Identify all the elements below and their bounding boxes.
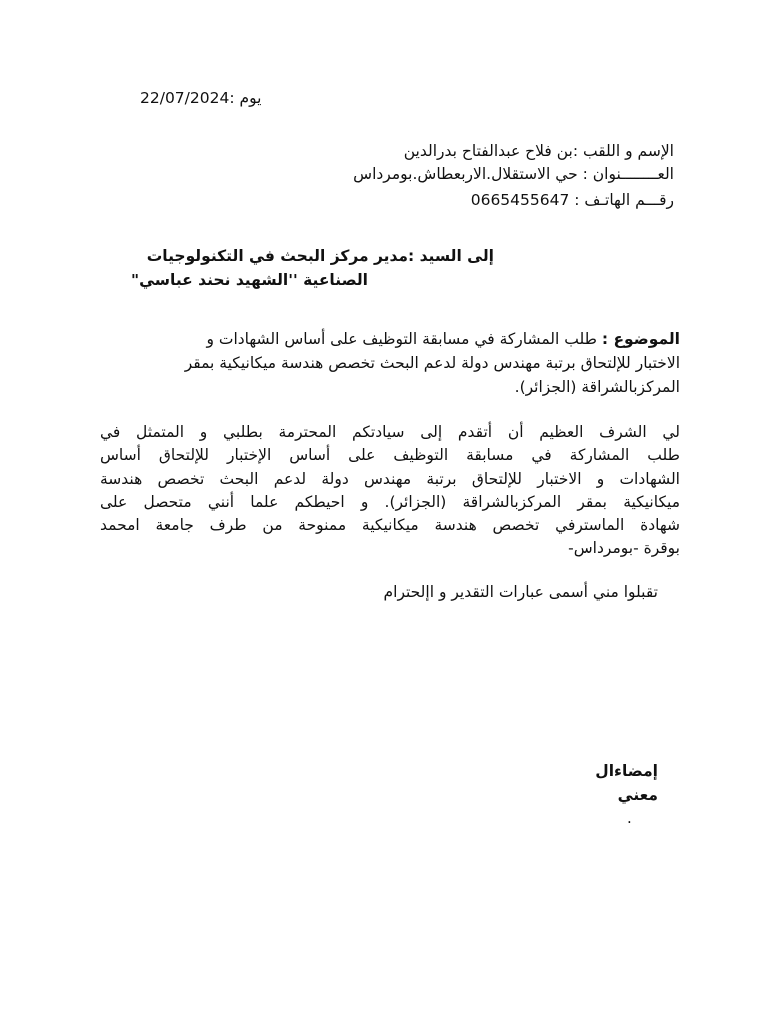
sender-address: العــــــــنوان : حي الاستقلال.الاربعطاش.بومرداس <box>353 165 674 183</box>
subject-label: الموضوع : <box>601 330 680 348</box>
signature-line-2: معني <box>617 786 658 804</box>
date-label: يوم : <box>229 89 262 107</box>
subject-line-1-text: طلب المشاركة في مسابقة التوظيف على أساس الشهادات و <box>206 330 597 348</box>
phone-value: 0665455647 <box>470 191 570 209</box>
date-value: 22/07/2024 <box>140 89 230 107</box>
letter-body <box>100 421 680 561</box>
recipient-line-2: الصناعية ''الشهيد نحند عباسي" <box>131 271 368 289</box>
subject-line-1 <box>104 327 680 351</box>
body-line-4: ميكانيكية بمقر المركزبالشراقة (الجزائر). و احيطكم علما أنني متحصل على <box>100 492 680 511</box>
body-line-1: لي الشرف العظيم أن أتقدم إلى سيادتكم المحترمة بطلبي و المتمثل في <box>100 423 680 441</box>
body-line-3: الشهادات و الاختبار للإلتحاق برتبة مهندس دولة لدعم البحث تخصص هندسة <box>100 469 680 488</box>
closing-line: تقبلوا مني أسمى عبارات التقدير و اإلحترام <box>383 583 658 601</box>
body-line-6: بوقرة -بومرداس- <box>568 539 680 558</box>
signature-dot: . <box>627 809 632 827</box>
phone-label: رقـــم الهاتـف : <box>574 191 674 209</box>
sender-name: الإسم و اللقب :بن فلاح عبدالفتاح بدرالدين <box>403 142 674 160</box>
signature-block <box>568 759 658 807</box>
subject-line-3: المركزبالشراقة (الجزائر). <box>514 378 680 396</box>
body-line-2: طلب المشاركة في مسابقة التوظيف على أساس الإختبار للإلتحاق أساس <box>100 446 680 465</box>
body-line-5: شهادة الماسترفي تخصص هندسة ميكانيكية ممنوحة من طرف جامعة امحمد <box>100 516 680 535</box>
date-line <box>140 87 261 109</box>
recipient-line-1: إلى السيد :مدير مركز البحث في التكنولوجيات <box>146 247 494 265</box>
sender-phone <box>471 189 674 211</box>
subject-block <box>104 327 680 399</box>
recipient-block <box>98 244 494 292</box>
signature-line-1: إمضاءال <box>595 762 658 780</box>
subject-line-2: الاختبار للإلتحاق برتبة مهندس دولة لدعم البحث تخصص هندسة ميكانيكية بمقر <box>184 354 680 372</box>
